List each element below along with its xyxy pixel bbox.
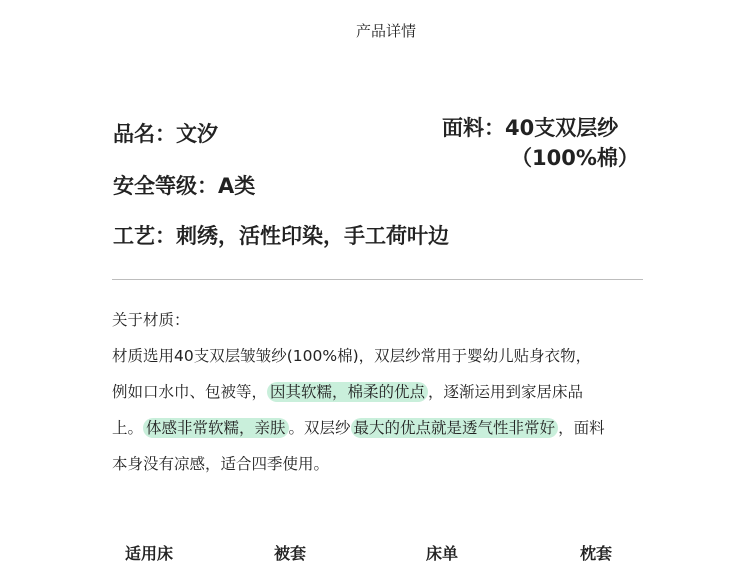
- highlight: 因其软糯，棉柔的优点: [267, 382, 428, 402]
- highlight: 体感非常软糯，亲肤: [143, 418, 289, 438]
- material-text: ，逐渐运用到家居床品: [428, 383, 584, 401]
- page-title: 产品详情: [355, 22, 416, 40]
- safety-grade: 安全等级：A类: [113, 174, 256, 198]
- table-header-duvet: 被套: [274, 544, 307, 563]
- table-header-bed: 适用床: [125, 544, 174, 563]
- material-line-1: [112, 345, 591, 367]
- material-text: 上。: [112, 419, 144, 437]
- material-text: 本身没有凉感，适合四季使用。: [112, 455, 330, 473]
- material-text: 。双层纱: [288, 419, 351, 437]
- fabric-spec-detail: （100%棉）: [511, 146, 639, 170]
- table-header-sheet: 床单: [426, 544, 459, 563]
- material-line-3: [112, 417, 605, 439]
- table-header-pillowcase: 枕套: [580, 544, 613, 563]
- material-heading: 关于材质：: [112, 311, 190, 329]
- fabric-spec: 面料：40支双层纱: [442, 116, 619, 140]
- craft-spec: 工艺：刺绣，活性印染，手工荷叶边: [113, 224, 449, 248]
- divider: [112, 279, 643, 280]
- material-text: 材质选用40支双层皱皱纱(100%棉)，双层纱常用于婴幼儿贴身衣物，: [112, 347, 592, 365]
- highlight: 最大的优点就是透气性非常好: [351, 418, 559, 438]
- material-line-4: [112, 453, 329, 475]
- material-line-2: [112, 381, 583, 403]
- material-text: ，面料: [558, 419, 605, 437]
- material-text: 例如口水巾、包被等，: [112, 383, 268, 401]
- product-name: 品名：文汐: [113, 122, 218, 146]
